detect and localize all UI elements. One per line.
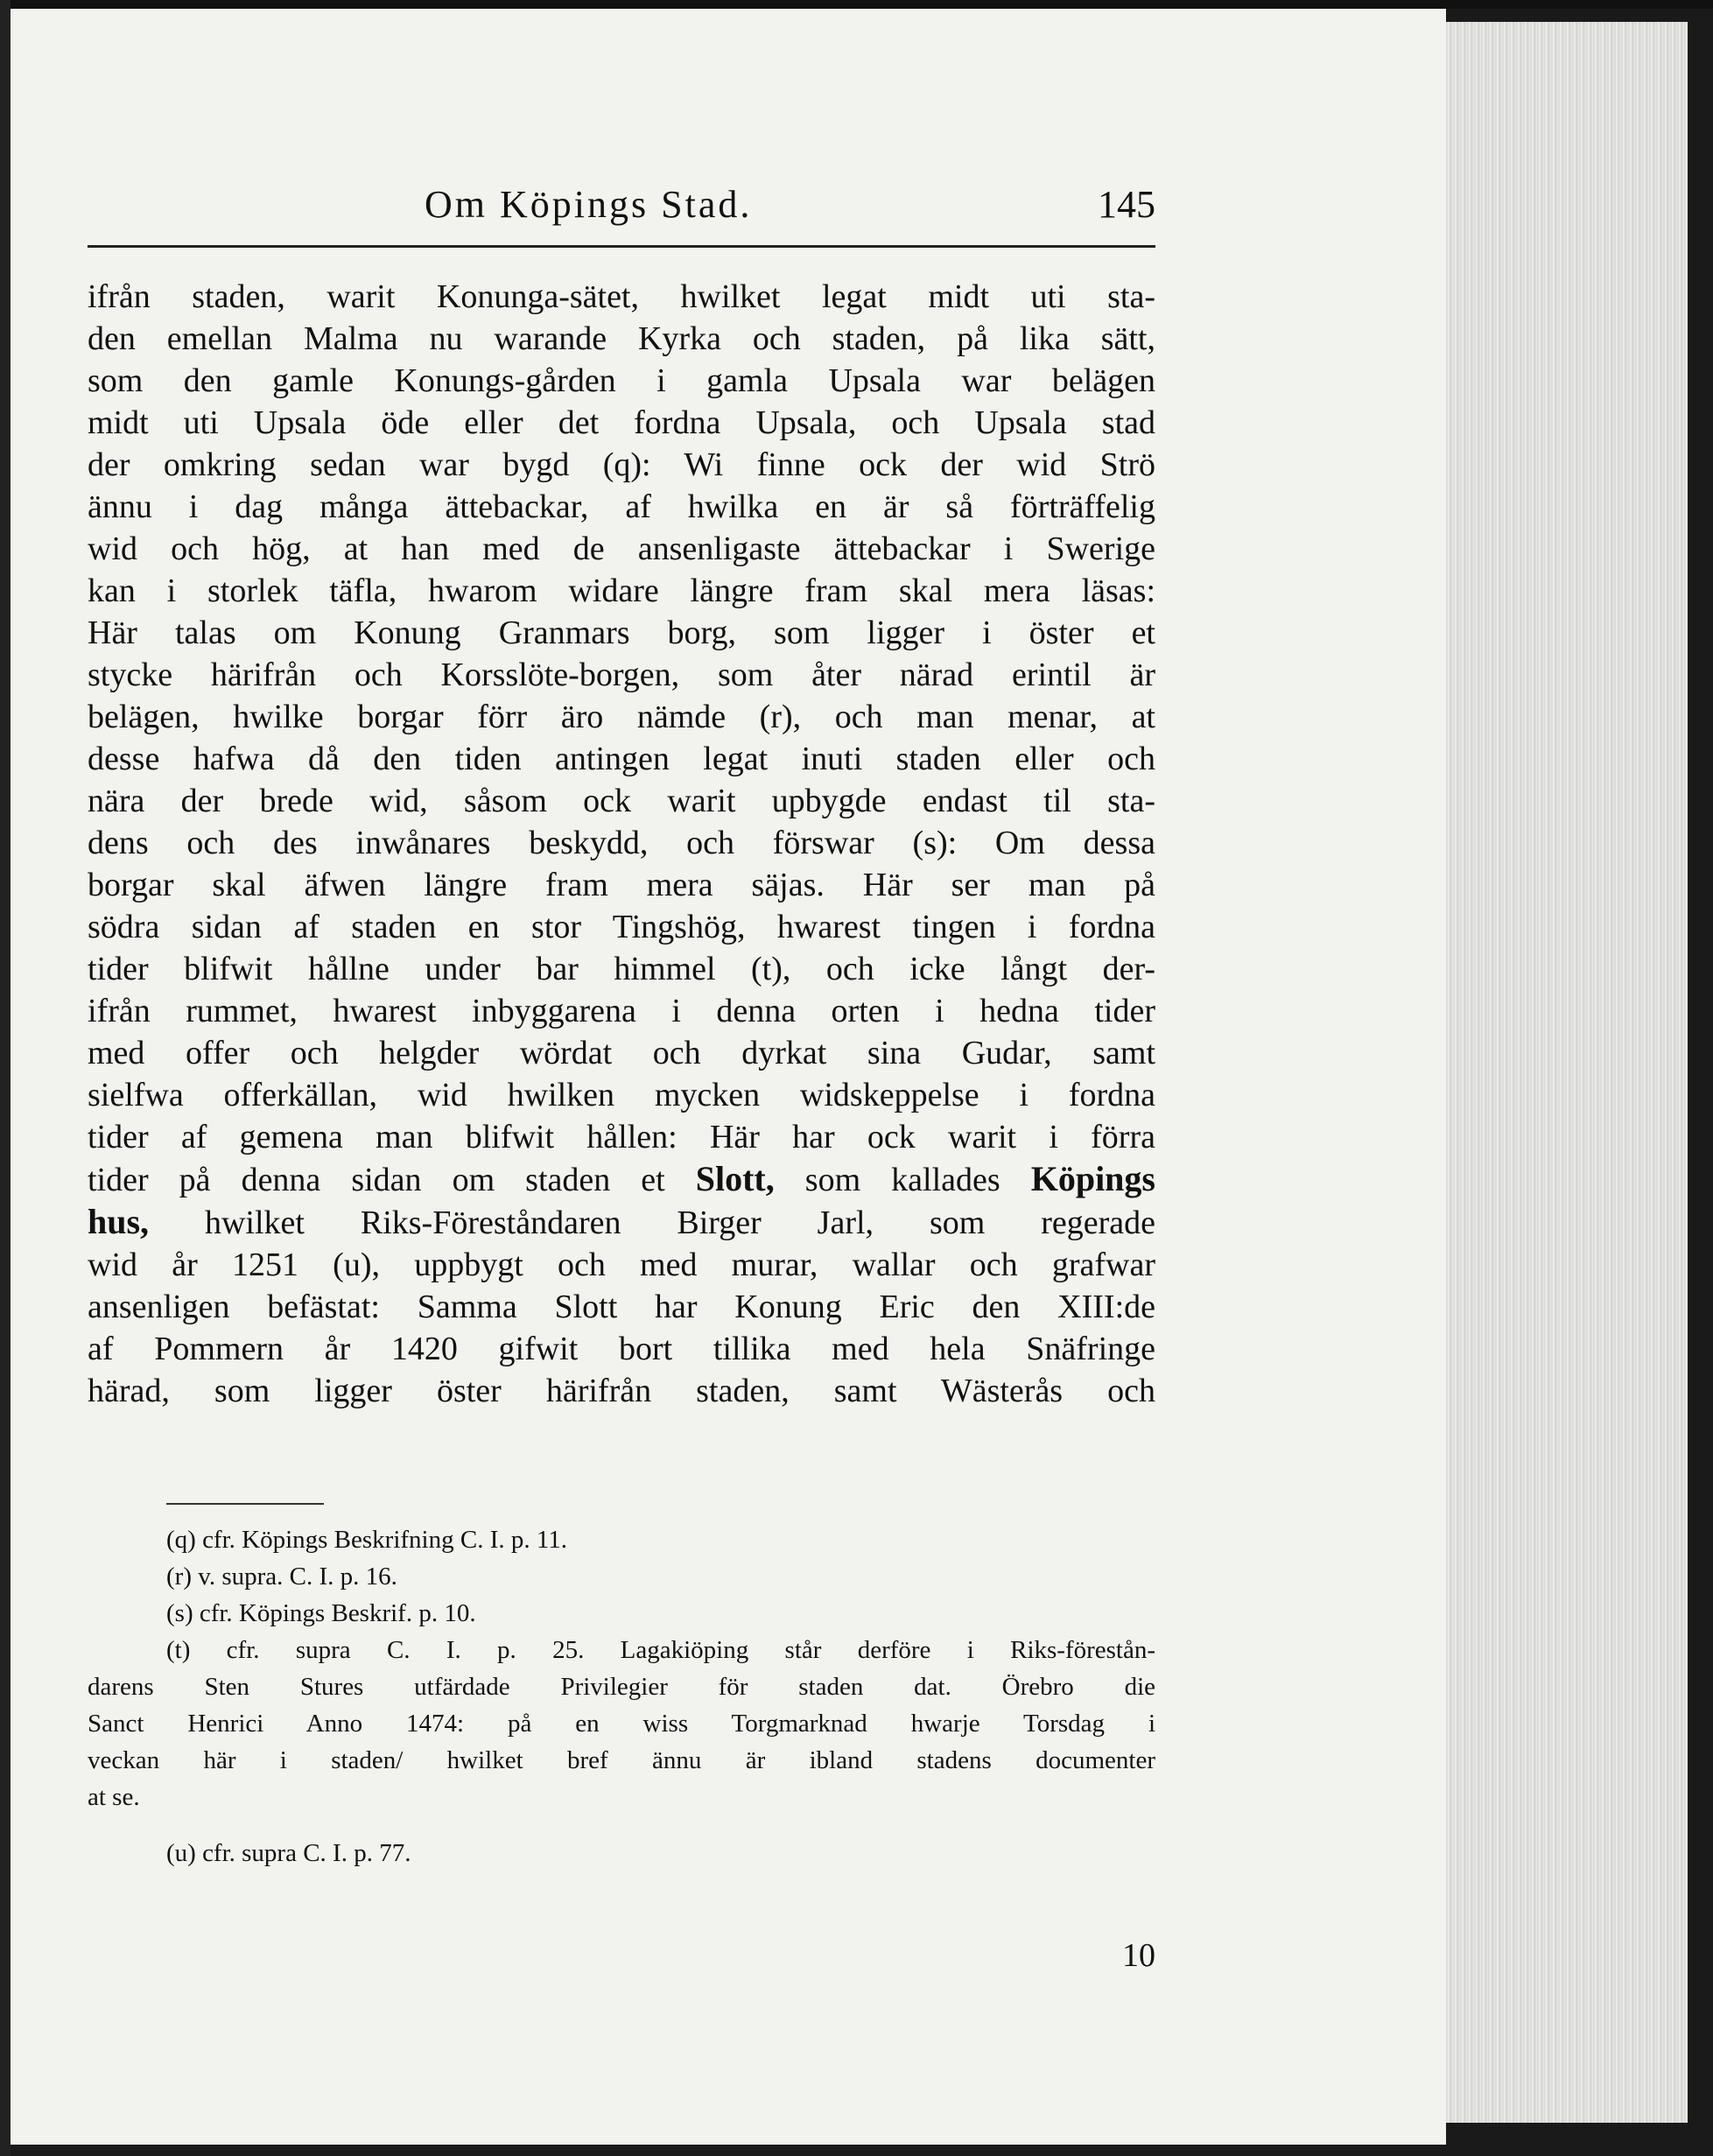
page-number: 145 (1098, 183, 1155, 226)
scan-border-left (0, 0, 11, 2156)
text-line: dens och des inwånares beskydd, och förswar (s): Om dessa (88, 825, 1155, 861)
text-line: der omkring sedan war bygd (q): Wi finne ock der wid Strö (88, 446, 1155, 483)
text-line: belägen, hwilke borgar förr äro nämde (r), och man menar, at (88, 699, 1155, 735)
text-line: borgar skal äfwen längre fram mera säjas. Här ser man på (88, 867, 1155, 903)
text-line: stycke härifrån och Korsslöte-borgen, som åter närad erintil är (88, 657, 1155, 693)
bold-term-kopings: Köpings (1030, 1159, 1155, 1198)
text-line: sielfwa offerkällan, wid hwilken mycken widskeppelse i fordna (88, 1077, 1155, 1113)
footnote-t-line: veckan här i staden/ hwilket bref ännu är ibland stadens documenter (88, 1746, 1155, 1774)
footnote-t-line: at se. (88, 1783, 140, 1811)
running-head (88, 182, 1155, 243)
text-line: med offer och helgder wördat och dyrkat sina Gudar, samt (88, 1035, 1155, 1071)
text-line: den emellan Malma nu warande Kyrka och staden, på lika sätt, (88, 320, 1155, 357)
bold-term-slott: Slott, (695, 1159, 775, 1198)
text-run: tider på denna sidan om staden et (88, 1162, 696, 1198)
scan-border-top (0, 0, 1713, 9)
text-line-with-bold (88, 1201, 1155, 1244)
text-line: wid och hög, at han med de ansenligaste ättebackar i Swerige (88, 530, 1155, 567)
text-line: tider blifwit hållne under bar himmel (t), och icke långt der- (88, 951, 1155, 987)
text-line: som den gamle Konungs-gården i gamla Upsala war belägen (88, 362, 1155, 399)
text-run: hwilket Riks-Föreståndaren Birger Jarl, som regerade (149, 1204, 1155, 1241)
text-line: af Pommern år 1420 gifwit bort tillika med hela Snäfringe (88, 1331, 1155, 1367)
page-title: Om Köpings Stad. (425, 183, 753, 226)
text-line: ifrån rummet, hwarest inbyggarena i denna orten i hedna tider (88, 993, 1155, 1029)
text-line: ansenligen befästat: Samma Slott har Konung Eric den XIII:de (88, 1289, 1155, 1325)
text-line: wid år 1251 (u), uppbygt och med murar, wallar och grafwar (88, 1247, 1155, 1283)
text-line: ännu i dag många ättebackar, af hwilka en är så förträffelig (88, 488, 1155, 525)
text-line: ifrån staden, warit Konunga-sätet, hwilket legat midt uti sta- (88, 278, 1155, 315)
header-rule (88, 245, 1155, 248)
footnotes (88, 1521, 1155, 1872)
footnote-t-line: (t) cfr. supra C. I. p. 25. Lagakiöping står derföre i Riks-förestån- (166, 1636, 1155, 1664)
footnote-u: (u) cfr. supra C. I. p. 77. (166, 1839, 411, 1867)
text-line: tider af gemena man blifwit hållen: Här har ock warit i förra (88, 1119, 1155, 1155)
text-line: kan i storlek täfla, hwarom widare längre fram skal mera läsas: (88, 572, 1155, 609)
footnote-t-line: darens Sten Stures utfärdade Privilegier för staden dat. Örebro die (88, 1673, 1155, 1701)
text-line: desse hafwa då den tiden antingen legat inuti staden eller och (88, 741, 1155, 777)
footnote-s: (s) cfr. Köpings Beskrif. p. 10. (166, 1599, 476, 1627)
text-line-with-bold (88, 1158, 1155, 1201)
text-line: midt uti Upsala öde eller det fordna Upsala, och Upsala stad (88, 404, 1155, 441)
body-text (88, 276, 1155, 1412)
footnote-r: (r) v. supra. C. I. p. 16. (166, 1563, 397, 1591)
bold-term-hus: hus, (88, 1202, 150, 1241)
text-line: härad, som ligger öster härifrån staden, samt Wästerås och (88, 1373, 1155, 1409)
book-page-edges (1436, 22, 1688, 2123)
footnote-q: (q) cfr. Köpings Beskrifning C. I. p. 11. (166, 1526, 568, 1554)
text-line: nära der brede wid, såsom ock warit upbygde endast til sta- (88, 783, 1155, 819)
footnote-rule (166, 1503, 324, 1505)
footnote-t-line: Sanct Henrici Anno 1474: på en wiss Torgmarknad hwarje Torsdag i (88, 1710, 1155, 1738)
signature-mark: 10 (1122, 1937, 1155, 1974)
text-line: Här talas om Konung Granmars borg, som ligger i öster et (88, 614, 1155, 651)
text-line: södra sidan af staden en stor Tingshög, hwarest tingen i fordna (88, 909, 1155, 945)
text-run: som kallades (774, 1162, 1031, 1198)
